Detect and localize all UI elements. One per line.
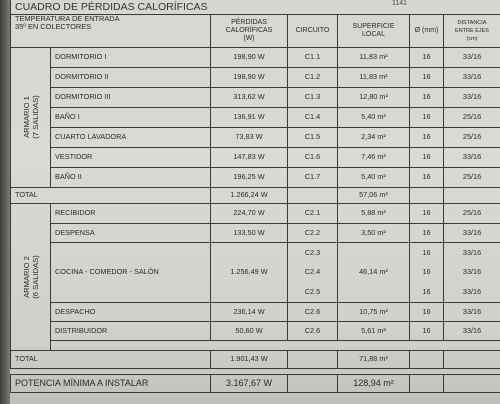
- diameter-value: 16: [410, 127, 444, 147]
- header-distancia: [444, 14, 500, 47]
- empty-cell: [11, 392, 500, 404]
- surface-value: 5,40 m²: [338, 107, 410, 127]
- circuit-code: C1.3: [288, 87, 338, 107]
- diameter-value: 16: [422, 267, 431, 277]
- diameter-value: 16: [422, 247, 431, 257]
- circuit-code: C2.6: [288, 302, 338, 321]
- circuit-code: C2.2: [288, 223, 338, 242]
- header-distancia-line1: DISTANCIA: [457, 19, 487, 26]
- total-surface: 71,88 m²: [338, 350, 410, 368]
- spacing-value: 33/16: [462, 286, 482, 296]
- surface-value: 46,14 m²: [338, 242, 410, 302]
- spacing-value: 33/16: [444, 302, 500, 321]
- empty-cell: [410, 374, 444, 392]
- empty-cell: [444, 350, 500, 368]
- page-shadow-edge: [0, 0, 10, 404]
- spacing-value: 33/16: [462, 267, 482, 277]
- room-name: DISTRIBUIDOR: [51, 321, 211, 340]
- armario-2-outlets: (6 SALIDAS): [30, 254, 40, 299]
- circuit-code: C1.5: [288, 127, 338, 147]
- room-name: DORMITORIO III: [51, 87, 211, 107]
- total-heat-loss: 1.266,24 W: [211, 187, 288, 203]
- armario-2-title: ARMARIO 2: [21, 255, 31, 298]
- bottom-filler-row: [11, 392, 500, 404]
- room-name: COCINA - COMEDOR - SALÓN: [51, 242, 211, 302]
- total-heat-loss: 1.901,43 W: [211, 350, 288, 368]
- surface-value: 5,40 m²: [338, 167, 410, 187]
- spacing-value: 33/16: [462, 247, 482, 257]
- surface-value: 5,61 m²: [338, 321, 410, 340]
- table-row: [11, 107, 500, 127]
- room-name: VESTIDOR: [51, 147, 211, 167]
- minimum-power-value: 3.167,67 W: [211, 374, 288, 392]
- diameter-value: 16: [410, 223, 444, 242]
- header-diametro: Ø (mm): [410, 14, 444, 47]
- heat-loss-value: 196,25 W: [211, 167, 288, 187]
- total-label: TOTAL: [11, 187, 211, 203]
- empty-cell: [444, 187, 500, 203]
- header-distancia-line2: ENTRE EJES: [455, 27, 489, 34]
- spacing-value: 25/16: [444, 127, 500, 147]
- heat-loss-value: 50,60 W: [211, 321, 288, 340]
- empty-cell: [410, 187, 444, 203]
- diameter-value: 16: [410, 203, 444, 223]
- circuit-code: C1.2: [288, 67, 338, 87]
- room-name: CUARTO LAVADORA: [51, 127, 211, 147]
- empty-cell: [288, 374, 338, 392]
- table-row: [11, 203, 500, 223]
- spacing-group: [444, 242, 500, 302]
- diameter-value: 16: [410, 87, 444, 107]
- empty-cell: [51, 340, 500, 350]
- room-name: BAÑO II: [51, 167, 211, 187]
- circuit-code: C1.6: [288, 147, 338, 167]
- heat-loss-value: 198,90 W: [211, 67, 288, 87]
- minimum-power-label: POTENCIA MÍNIMA A INSTALAR: [11, 374, 211, 392]
- room-name: BAÑO I: [51, 107, 211, 127]
- spacing-value: 25/16: [444, 203, 500, 223]
- table-title: CUADRO DE PÉRDIDAS CALORÍFICAS: [11, 0, 500, 14]
- heat-loss-value: 136,91 W: [211, 107, 288, 127]
- table-header-row: [11, 14, 500, 47]
- header-superficie-line2: LOCAL: [362, 30, 385, 38]
- circuit-code: C2.1: [288, 203, 338, 223]
- circuit-code: C2.3: [304, 247, 321, 257]
- surface-value: 11,83 m²: [338, 67, 410, 87]
- table-row: [11, 47, 500, 67]
- spacing-value: 25/16: [444, 107, 500, 127]
- table-row: [11, 321, 500, 340]
- spacing-value: 33/16: [444, 87, 500, 107]
- total-surface: 57,06 m²: [338, 187, 410, 203]
- heat-loss-table: [10, 0, 500, 404]
- room-name: DESPENSA: [51, 223, 211, 242]
- heat-loss-value: 147,83 W: [211, 147, 288, 167]
- spacing-value: 33/16: [444, 147, 500, 167]
- surface-value: 7,46 m²: [338, 147, 410, 167]
- table-row: [11, 147, 500, 167]
- header-perdidas-line3: (W): [243, 34, 255, 42]
- table-row: [11, 242, 500, 302]
- table-row: [11, 223, 500, 242]
- armario-1-outlets: (7 SALIDAS): [30, 95, 40, 139]
- armario-2-total-row: [11, 350, 500, 368]
- surface-value: 5,88 m²: [338, 203, 410, 223]
- spacing-value: 33/16: [444, 47, 500, 67]
- header-perdidas-line2: CALORÍFICAS: [225, 26, 273, 34]
- spacing-value: 33/16: [444, 321, 500, 340]
- empty-cell: [444, 374, 500, 392]
- page-number: 1141: [392, 0, 408, 7]
- surface-value: 2,34 m²: [338, 127, 410, 147]
- spacing-value: 33/16: [444, 223, 500, 242]
- circuit-code: C1.4: [288, 107, 338, 127]
- empty-cell: [288, 187, 338, 203]
- armario-1-label: [11, 47, 51, 187]
- inlet-temperature-line2: 35º EN COLECTORES: [15, 21, 92, 31]
- surface-value: 11,83 m²: [338, 47, 410, 67]
- diameter-value: 16: [410, 302, 444, 321]
- header-perdidas: [211, 14, 288, 47]
- spacing-value: 33/16: [444, 67, 500, 87]
- header-distancia-line3: (cm): [466, 35, 478, 42]
- table-row: [11, 302, 500, 321]
- header-superficie: [338, 14, 410, 47]
- surface-value: 3,50 m²: [338, 223, 410, 242]
- inlet-temperature-label: [11, 14, 211, 47]
- heat-loss-value: 73,83 W: [211, 127, 288, 147]
- table-row: [11, 167, 500, 187]
- circuit-code: C2.6: [288, 321, 338, 340]
- diameter-value: 16: [410, 67, 444, 87]
- diameter-value: 16: [410, 147, 444, 167]
- diameter-value: 16: [410, 47, 444, 67]
- total-label: TOTAL: [11, 350, 211, 368]
- armario-1-total-row: [11, 187, 500, 203]
- armario-1-title: ARMARIO 1: [21, 96, 31, 138]
- inlet-temperature-line1: TEMPERATURA DE ENTRADA: [15, 14, 120, 23]
- diameter-group: [410, 242, 444, 302]
- minimum-power-surface: 128,94 m²: [338, 374, 410, 392]
- diameter-value: 16: [410, 321, 444, 340]
- heat-loss-value: 133,50 W: [211, 223, 288, 242]
- header-perdidas-line1: PÉRDIDAS: [231, 18, 267, 26]
- spacer-row: [11, 340, 500, 350]
- header-superficie-line1: SUPERFICIE: [352, 22, 395, 30]
- minimum-power-row: [11, 374, 500, 392]
- circuit-code: C1.7: [288, 167, 338, 187]
- room-name: RECIBIDOR: [51, 203, 211, 223]
- circuit-code: C1.1: [288, 47, 338, 67]
- room-name: DORMITORIO I: [51, 47, 211, 67]
- diameter-value: 16: [422, 286, 431, 296]
- header-circuito: CIRCUITO: [288, 14, 338, 47]
- table-row: [11, 87, 500, 107]
- spacing-value: 25/16: [444, 167, 500, 187]
- circuit-code-group: [288, 242, 338, 302]
- heat-loss-value: 1.256,49 W: [211, 242, 288, 302]
- circuit-code: C2.4: [304, 267, 321, 277]
- room-name: DORMITORIO II: [51, 67, 211, 87]
- heat-loss-value: 236,14 W: [211, 302, 288, 321]
- surface-value: 10,75 m²: [338, 302, 410, 321]
- circuit-code: C2.5: [304, 286, 321, 296]
- diameter-value: 16: [410, 107, 444, 127]
- room-name: DESPACHO: [51, 302, 211, 321]
- heat-loss-value: 198,90 W: [211, 47, 288, 67]
- heat-loss-value: 313,62 W: [211, 87, 288, 107]
- heat-loss-value: 224,70 W: [211, 203, 288, 223]
- surface-value: 12,80 m²: [338, 87, 410, 107]
- table-title-row: [11, 0, 500, 14]
- empty-cell: [410, 350, 444, 368]
- table-row: [11, 127, 500, 147]
- diameter-value: 16: [410, 167, 444, 187]
- empty-cell: [288, 350, 338, 368]
- table-row: [11, 67, 500, 87]
- armario-2-label: [11, 203, 51, 350]
